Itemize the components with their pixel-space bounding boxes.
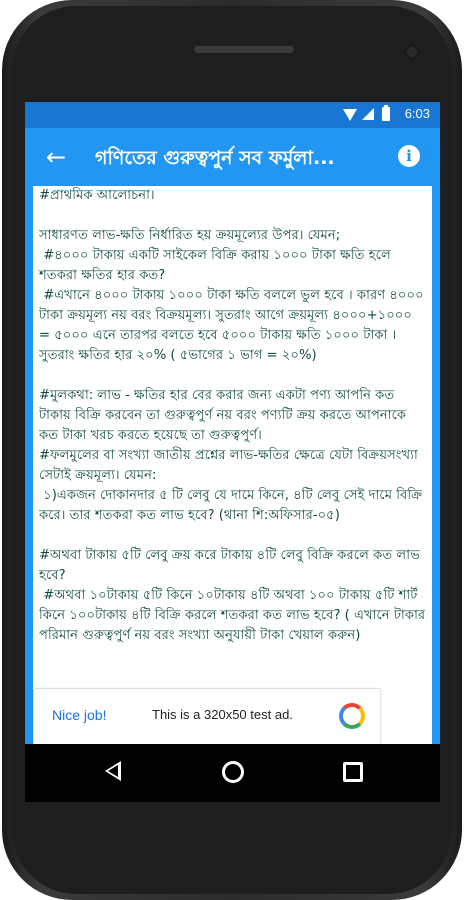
ad-text[interactable]: This is a 320x50 test ad.	[152, 707, 293, 722]
nav-recent-icon[interactable]	[343, 762, 363, 782]
app-bar	[25, 128, 440, 186]
battery-icon	[382, 107, 390, 121]
paragraph-fruit: #ফলমুলের বা সংখ্যা জাতীয় প্রশ্নের লাভ-ক্ষতির ক্ষেত্রে যেটা বিক্রয়সংখ্যা সেটাই ক্রয়মূল্য। যেমন: ১)একজন দোকানদার ৫ টি লেবু যে দামে কিনে, ৪টি লেবু সেই দামে বিক্রি করে। তার শতকরা কত লাভ হবে? (থানা শি:অফিসার-০৫)	[39, 448, 423, 523]
info-icon[interactable]: i	[398, 145, 420, 167]
paragraph-example: সাধারণত লাভ-ক্ষতি নির্ধারিত হয় ক্রয়মূল্যের উপর। যেমন; #৪০০০ টাকায় একটি সাইকেল বিক্রি করায় ১০০০ টাকা ক্ষতি হলে শতকরা ক্ষতির হার কত? #এখানে ৪০০০ টাকায় ১০০০ টাকা ক্ষতি বললে ভুল হবে । কারণ ৪০০০ টাকা ক্রয়মূল্য নয় বরং বিক্রয়মূল্য। সুতরাং আগে ক্রয়মূল্য ৪০০০+১০০০ = ৫০০০ এনে তারপর বলতে হবে ৫০০০ টাকায় ক্ষতি ১০০০ টাকা । সুতরাং ক্ষতির হার ২০% ( ৫ভাগের ১ ভাগ = ২০%)	[39, 228, 424, 363]
page-title: গণিতের গুরুত্বপুর্ন সব ফর্মুলা...	[95, 147, 335, 169]
paragraph-alt: #অথবা টাকায় ৫টি লেবু ক্রয় করে টাকায় ৪টি লেবু বিক্রি করলে কত লাভ হবে? #অথবা ১০টাকায় ৫টি কিনে ১০টাকায় ৪টি অথবা ১০০ টাকায় ৫টি শার্ট কিনে ১০০টাকায় ৪টি বিক্রি করলে শতকরা কত লাভ হবে? ( এখানে টাকার পরিমান গুরুত্বপুর্ণ নয় বরং সংখ্যা অনুযায়ী টাকা খেয়াল করুন)	[39, 548, 426, 643]
back-arrow-icon[interactable]: ←	[45, 143, 67, 171]
test-ad-banner[interactable]	[34, 688, 380, 745]
speaker-grille	[194, 46, 294, 53]
paragraph-core: #মুলকথা: লাভ - ক্ষতির হার বের করার জন্য একটা পণ্য আপনি কত টাকায় বিক্রি করবেন তা গুরুত্বপুর্ণ নয় বরং পণ্যটি ক্রয় করতে আপনাকে কত টাকা খরচ করতে হয়েছে তা গুরুত্বপুর্ণ।	[39, 388, 411, 443]
status-time: 6:03	[404, 106, 430, 121]
nav-home-icon[interactable]	[222, 761, 244, 783]
nav-back-icon[interactable]	[105, 761, 121, 781]
wifi-icon	[343, 109, 357, 121]
ad-label[interactable]: Nice job!	[52, 707, 107, 723]
nav-bar	[25, 744, 440, 802]
front-camera	[404, 44, 420, 60]
status-bar	[25, 102, 440, 128]
paragraph-intro: #প্রাথমিক আলোচনা।	[39, 188, 155, 203]
ad-logo-icon[interactable]	[339, 703, 365, 729]
signal-icon	[362, 108, 374, 120]
